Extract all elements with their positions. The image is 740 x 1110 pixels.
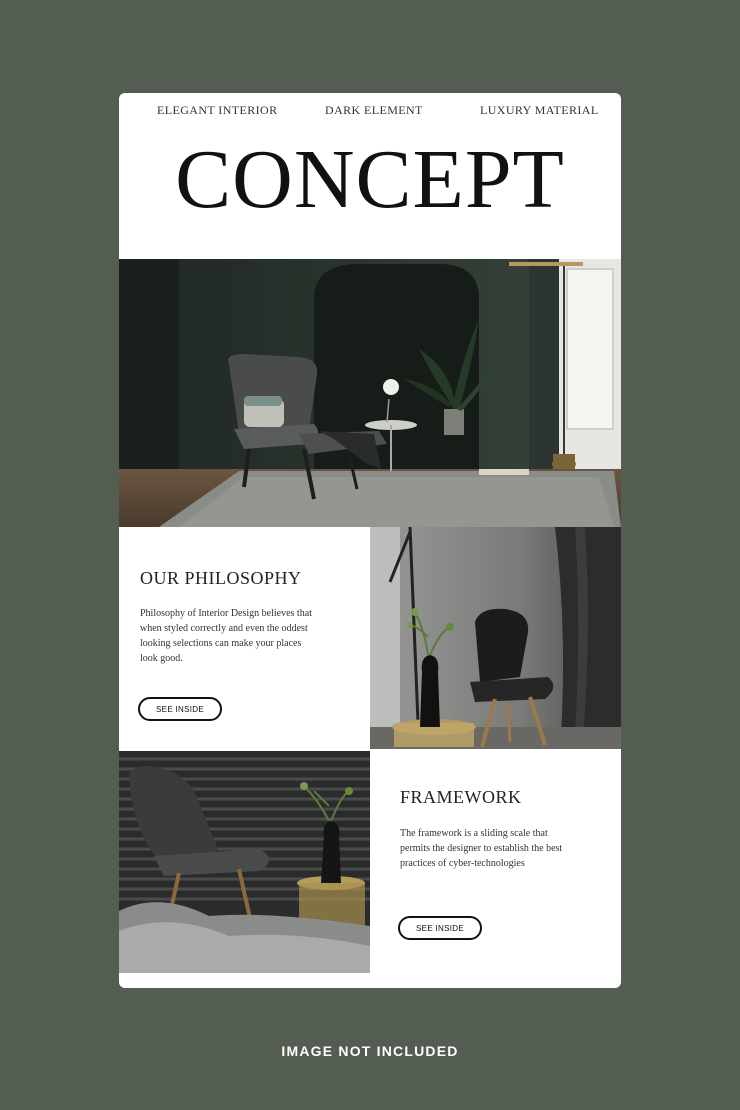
- hero-photo: [119, 259, 621, 527]
- philosophy-text: Philosophy of Interior Design believes that when styled correctly and even the oddest looking selections can make your places look good.: [140, 608, 312, 664]
- philosophy-heading: OUR PHILOSOPHY: [140, 568, 302, 588]
- framework-text: The framework is a sliding scale that permits the designer to establish the best practices of cyber-technologies: [400, 828, 563, 869]
- footer-note: IMAGE NOT INCLUDED: [281, 1043, 459, 1059]
- page-title: CONCEPT: [175, 133, 565, 226]
- chair-blinds-photo: [119, 751, 370, 973]
- brochure-card: [119, 93, 621, 988]
- nav-item-elegant-interior: ELEGANT INTERIOR: [157, 103, 278, 117]
- framework-heading: FRAMEWORK: [400, 787, 522, 807]
- nav-item-luxury-material: LUXURY MATERIAL: [480, 103, 599, 117]
- chair-lamp-photo: [370, 527, 621, 749]
- framework-see-inside-button[interactable]: SEE INSIDE: [398, 916, 482, 940]
- top-nav: [119, 103, 621, 123]
- philosophy-see-inside-button[interactable]: SEE INSIDE: [138, 697, 222, 721]
- nav-item-dark-element: DARK ELEMENT: [325, 103, 423, 117]
